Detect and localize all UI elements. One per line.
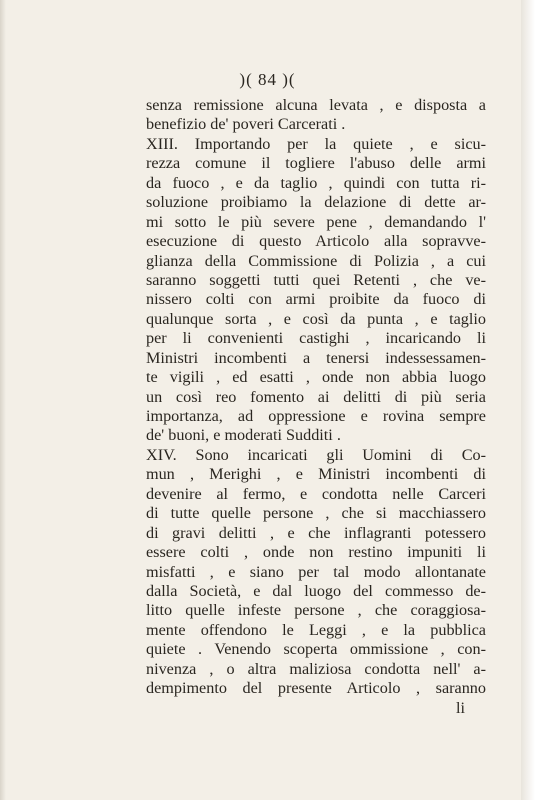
text-line: dalla Società, e dal luogo del commesso de-: [146, 581, 486, 600]
text-line: senza remissione alcuna levata , e disposta a: [146, 96, 486, 114]
text-line: mente offendono le Leggi , e la pubblica: [146, 620, 486, 639]
text-line: glianza della Commissione di Polizia , a cui: [146, 251, 486, 270]
text-line: di gravi delitti , e che inflagranti potessero: [146, 523, 486, 542]
text-line: XIV. Sono incaricati gli Uomini di Co-: [146, 445, 486, 464]
text-line: de' buoni, e moderati Sudditi .: [146, 426, 341, 445]
text-line: rezza comune il togliere l'abuso delle armi: [146, 154, 486, 173]
page-number-header: )( 84 )(: [239, 70, 296, 89]
text-line: per li convenienti castighi , incaricando li: [146, 329, 486, 348]
text-line: essere colti , onde non restino impuniti li: [146, 543, 486, 562]
text-line: importanza, ad oppressione e rovina sempre: [146, 407, 486, 425]
text-line: litto quelle infeste persone , che coraggiosa-: [146, 601, 486, 620]
text-line: saranno soggetti tutti quei Retenti , che ve-: [146, 270, 486, 289]
text-line: qualunque sorta , e così da punta , e taglio: [146, 309, 486, 328]
text-line: esecuzione di questo Articolo alla sopravve-: [146, 232, 486, 251]
text-line: di tutte quelle persone , che si macchiassero: [146, 504, 486, 523]
text-line: un così reo fomento ai delitti di più seria: [146, 387, 486, 406]
page-gutter-shadow: [0, 0, 6, 800]
body-text: [146, 96, 486, 718]
text-line: quiete . Venendo scoperta ommissione , con-: [146, 640, 486, 659]
text-line: mi sotto le più severe pene , demandando l': [146, 212, 486, 231]
text-line: soluzione proibiamo la delazione di dette ar-: [146, 193, 486, 212]
text-line: Ministri incombenti a tenersi indessessamen-: [146, 348, 486, 367]
page-edge: [521, 0, 535, 800]
text-line: devenire al fermo, e condotta nelle Carceri: [146, 484, 486, 503]
text-line: nivenza , o altra maliziosa condotta nell' a-: [146, 659, 486, 678]
text-line: benefizio de' poveri Carcerati .: [146, 115, 346, 134]
text-line: da fuoco , e da taglio , quindi con tutta ri-: [146, 173, 486, 192]
text-line: te vigili , ed esatti , onde non abbia luogo: [146, 368, 486, 387]
text-line: XIII. Importando per la quiete , e sicu-: [146, 134, 486, 153]
text-line: nissero colti con armi proibite da fuoco di: [146, 290, 486, 309]
catchword: li: [456, 698, 465, 717]
text-line: mun , Merighi , e Ministri incombenti di: [146, 465, 486, 484]
text-line: dempimento del presente Articolo , saranno: [146, 679, 486, 698]
text-line: misfatti , e siano per tal modo allontanate: [146, 562, 486, 581]
